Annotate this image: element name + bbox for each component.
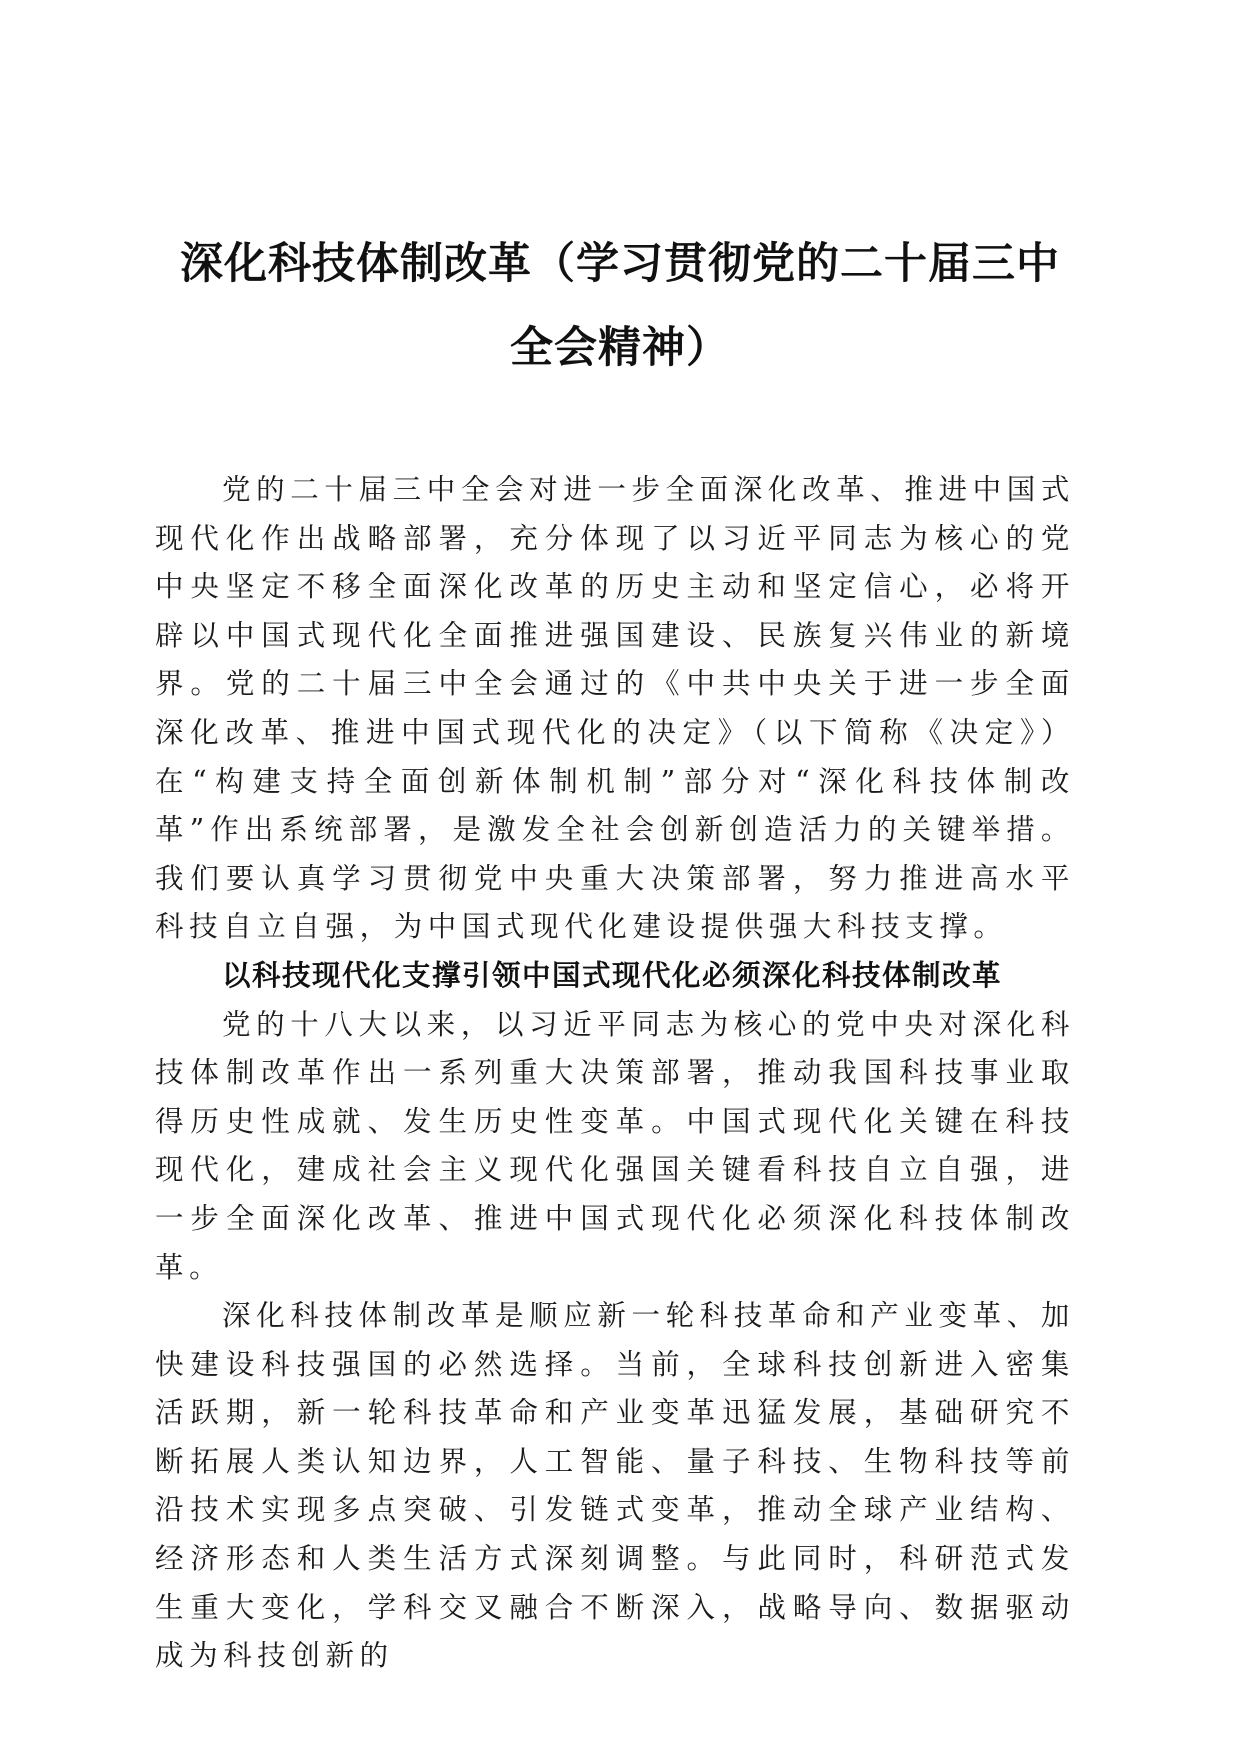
- paragraph-intro: 党的二十届三中全会对进一步全面深化改革、推进中国式现代化作出战略部署，充分体现了以习近平同志为核心的党中央坚定不移全面深化改革的历史主动和坚定信心，必将开辟以中国式现代化全面推进强国建设、民族复兴伟业的新境界。党的二十届三中全会通过的《中共中央关于进一步全面深化改革、推进中国式现代化的决定》（以下简称《决定》）在“构建支持全面创新体制机制”部分对“深化科技体制改革”作出系统部署，是激发全社会创新创造活力的关键举措。我们要认真学习贯彻党中央重大决策部署，努力推进高水平科技自立自强，为中国式现代化建设提供强大科技支撑。: [155, 473, 1075, 944]
- title-line-2: 全会精神）: [510, 323, 730, 373]
- title-line-1: 深化科技体制改革（学习贯彻党的二十届三中: [180, 239, 1060, 289]
- document-title: [140, 222, 1100, 390]
- paragraph-achievements: 党的十八大以来，以习近平同志为核心的党中央对深化科技体制改革作出一系列重大决策部署，推动我国科技事业取得历史性成就、发生历史性变革。中国式现代化关键在科技现代化，建成社会主义现代化强国关键看科技自立自强，进一步全面深化改革、推进中国式现代化必须深化科技体制改革。: [155, 1007, 1075, 1284]
- document-body: [155, 466, 1075, 1681]
- section-heading: 以科技现代化支撑引领中国式现代化必须深化科技体制改革: [222, 958, 1003, 992]
- paragraph-necessity: 深化科技体制改革是顺应新一轮科技革命和产业变革、加快建设科技强国的必然选择。当前，全球科技创新进入密集活跃期，新一轮科技革命和产业变革迅猛发展，基础研究不断拓展人类认知边界，人工智能、量子科技、生物科技等前沿技术实现多点突破、引发链式变革，推动全球产业结构、经济形态和人类生活方式深刻调整。与此同时，科研范式发生重大变化，学科交叉融合不断深入，战略导向、数据驱动成为科技创新的: [155, 1299, 1075, 1673]
